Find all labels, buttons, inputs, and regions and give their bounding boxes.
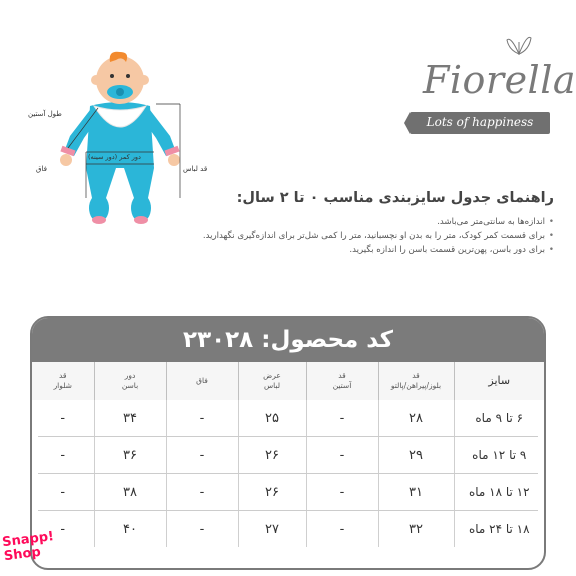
table-cell: ۲۵ [238, 400, 306, 436]
table-cell: ۱۲ تا ۱۸ ماه [454, 474, 544, 510]
table-cell: ۲۶ [238, 474, 306, 510]
table-row [32, 511, 544, 547]
waist-chest-label: دور کمر (دور سینه) [88, 153, 141, 161]
table-cell: - [306, 511, 378, 547]
size-table-card [30, 316, 546, 570]
table-cell: ۲۹ [378, 437, 454, 473]
brand-logo [405, 30, 576, 150]
guide-note: • برای دور باسن، پهن‌ترین قسمت باسن را اندازه بگیرید. [114, 243, 554, 257]
column-header-hip-circumference: دور باسن [94, 362, 166, 400]
table-cell: - [306, 474, 378, 510]
brand-tagline: Lots of happiness [426, 115, 534, 129]
size-guide-title: راهنمای جدول سایزبندی مناسب ۰ تا ۲ سال: [236, 190, 554, 206]
size-guide-notes [114, 215, 554, 257]
table-row [32, 400, 544, 436]
column-header-garment-width: عرض لباس [238, 362, 306, 400]
table-cell: - [306, 437, 378, 473]
table-cell: ۱۸ تا ۲۴ ماه [454, 511, 544, 547]
column-header-pants-length: قد شلوار [32, 362, 94, 400]
size-table-header-bar [32, 318, 544, 362]
column-header-top-length: قد بلوز/پیراهن/پالتو [378, 362, 454, 400]
table-cell: ۲۷ [238, 511, 306, 547]
table-cell: - [306, 400, 378, 436]
table-cell: ۶ تا ۹ ماه [454, 400, 544, 436]
table-cell: ۲۸ [378, 400, 454, 436]
hip-label: فاق [36, 165, 47, 173]
table-cell: - [166, 511, 238, 547]
guide-note: • برای قسمت کمر کودک، متر را به بدن او نچسبانید، متر را کمی شل‌تر برای اندازه‌گیری نگهدارید. [114, 229, 554, 243]
table-cell: ۳۱ [378, 474, 454, 510]
watermark-line2: Shop [3, 544, 42, 565]
brand-ribbon [410, 112, 550, 134]
garment-length-label: قد لباس [183, 165, 208, 173]
table-cell: ۹ تا ۱۲ ماه [454, 437, 544, 473]
product-code: کد محصول: ۲۳۰۲۸ [183, 327, 393, 353]
table-cell: - [166, 474, 238, 510]
sleeve-length-label: طول آستین [28, 110, 62, 118]
table-cell: ۳۴ [94, 400, 166, 436]
guide-note: • اندازه‌ها به سانتی‌متر می‌باشد. [114, 215, 554, 229]
table-row [32, 474, 544, 510]
table-cell: ۴۰ [94, 511, 166, 547]
brand-name: Fiorella [423, 58, 576, 102]
baby-illustration [50, 48, 190, 228]
watermark-line1: Snapp! [1, 529, 55, 551]
table-cell: - [60, 521, 66, 537]
table-cell: ۳۲ [378, 511, 454, 547]
size-table-head-row [32, 362, 544, 400]
butterfly-icon [505, 32, 533, 60]
table-cell: - [166, 400, 238, 436]
table-cell: ۲۶ [238, 437, 306, 473]
table-cell: - [166, 437, 238, 473]
table-row [32, 437, 544, 473]
table-cell: - [60, 484, 66, 500]
size-table [32, 362, 544, 547]
column-header-sleeve-length: قد آستین [306, 362, 378, 400]
table-cell: - [60, 410, 66, 426]
column-header-hip: فاق [166, 362, 238, 400]
table-cell: ۳۸ [94, 474, 166, 510]
column-header-size: سایز [454, 362, 544, 400]
table-cell: ۳۶ [94, 437, 166, 473]
table-cell: - [60, 447, 66, 463]
